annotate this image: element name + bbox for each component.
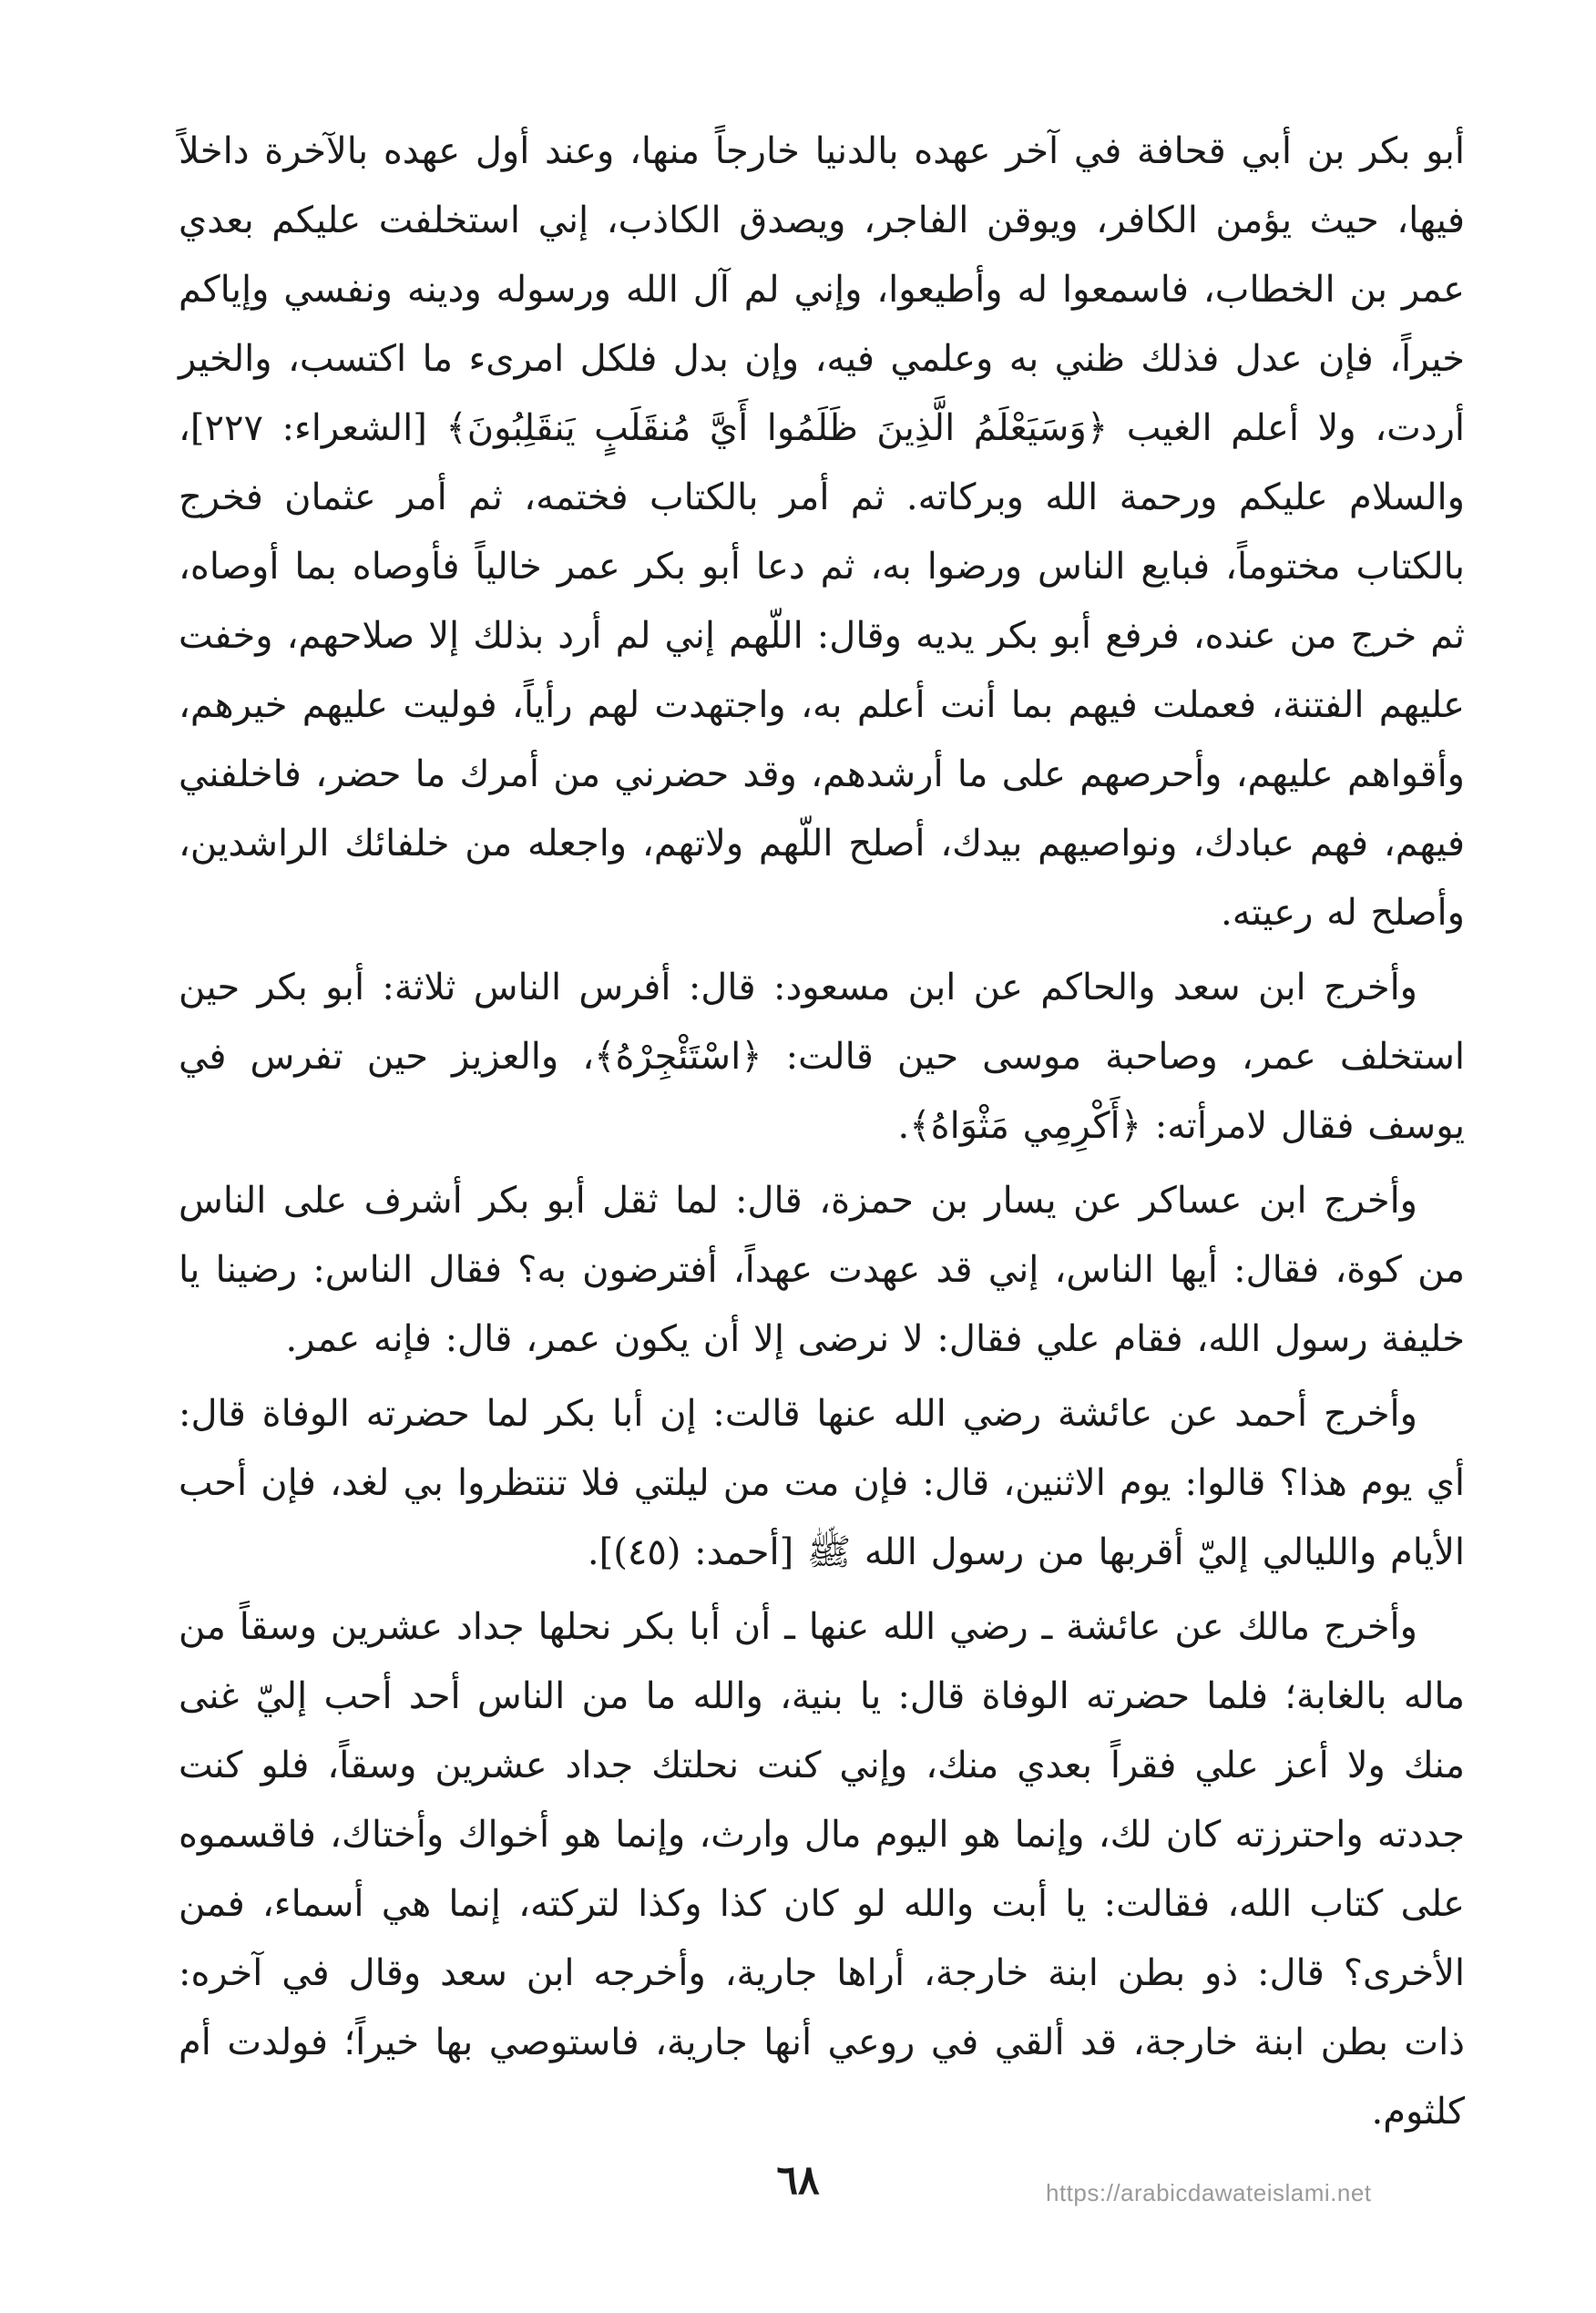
paragraph-4: وأخرج أحمد عن عائشة رضي الله عنها قالت: إن أبا بكر لما حضرته الوفاة قال: أي يوم هذا؟ قالوا: يوم الاثنين، قال: فإن مت من ليلتي فلا تنتظروا بي لغد، فإن أحب الأيام والليالي إليّ أقربها من رسول الله ﷺ [أحمد: (٤٥)]. bbox=[179, 1393, 1465, 1573]
paragraph-2: وأخرج ابن سعد والحاكم عن ابن مسعود: قال: أفرس الناس ثلاثة: أبو بكر حين استخلف عمر، وصاحبة موسى حين قالت: ﴿اسْتَئْجِرْهُ﴾، والعزيز حين تفرس في يوسف فقال لامرأته: ﴿أَكْرِمِي مَثْوَاهُ﴾. bbox=[179, 967, 1465, 1147]
paragraph-3: وأخرج ابن عساكر عن يسار بن حمزة، قال: لما ثقل أبو بكر أشرف على الناس من كوة، فقال: أيها الناس، إني قد عهدت عهداً، أفترضون به؟ فقال الناس: رضينا يا خليفة رسول الله، فقام علي فقال: لا نرضى إلا أن يكون عمر، قال: فإنه عمر. bbox=[179, 1180, 1465, 1360]
watermark-url: https://arabicdawateislami.net bbox=[1046, 2179, 1372, 2206]
page-number: ٦٨ bbox=[776, 2157, 820, 2204]
paragraph-1: أبو بكر بن أبي قحافة في آخر عهده بالدنيا خارجاً منها، وعند أول عهده بالآخرة داخلاً فيها، حيث يؤمن الكافر، ويوقن الفاجر، ويصدق الكاذب، إني استخلفت عليكم بعدي عمر بن الخطاب، فاسمعوا له وأطيعوا، وإني لم آل الله ورسوله ودينه ونفسي وإياكم خيراً، فإن عدل فذلك ظني به وعلمي فيه، وإن بدل فلكل امرىء ما اكتسب، والخير أردت، ولا أعلم الغيب ﴿وَسَيَعْلَمُ الَّذِينَ ظَلَمُوا أَيَّ مُنقَلَبٍ يَنقَلِبُونَ﴾ [الشعراء: ٢٢٧]، والسلام عليكم ورحمة الله وبركاته. ثم أمر بالكتاب فختمه، ثم أمر عثمان فخرج بالكتاب مختوماً، فبايع الناس ورضوا به، ثم دعا أبو بكر عمر خالياً فأوصاه بما أوصاه، ثم خرج من عنده، فرفع أبو بكر يديه وقال: اللّهم إني لم أرد بذلك إلا صلاحهم، وخفت عليهم الفتنة، فعملت فيهم بما أنت أعلم به، واجتهدت لهم رأياً، فوليت عليهم خيرهم، وأقواهم عليهم، وأحرصهم على ما أرشدهم، وقد حضرني من أمرك ما حضر، فاخلفني فيهم، فهم عبادك، ونواصيهم بيدك، أصلح اللّهم ولاتهم، واجعله من خلفائك الراشدين، وأصلح له رعيته. bbox=[179, 130, 1465, 934]
paragraph-5: وأخرج مالك عن عائشة ـ رضي الله عنها ـ أن أبا بكر نحلها جداد عشرين وسقاً من ماله بالغابة؛ فلما حضرته الوفاة قال: يا بنية، والله ما من الناس أحد أحب إليّ غنى منك ولا أعز علي فقراً بعدي منك، وإني كنت نحلتك جداد عشرين وسقاً، فلو كنت جددته واحترزته كان لك، وإنما هو اليوم مال وارث، وإنما هو أخواك وأختاك، فاقسموه على كتاب الله، فقالت: يا أبت والله لو كان كذا وكذا لتركته، إنما هي أسماء، فمن الأخرى؟ قال: ذو بطن ابنة خارجة، أراها جارية، وأخرجه ابن سعد وقال في آخره: ذات بطن ابنة خارجة، قد ألقي في روعي أنها جارية، فاستوصي بها خيراً؛ فولدت أم كلثوم. bbox=[179, 1606, 1465, 2133]
page-body bbox=[179, 117, 1465, 2146]
